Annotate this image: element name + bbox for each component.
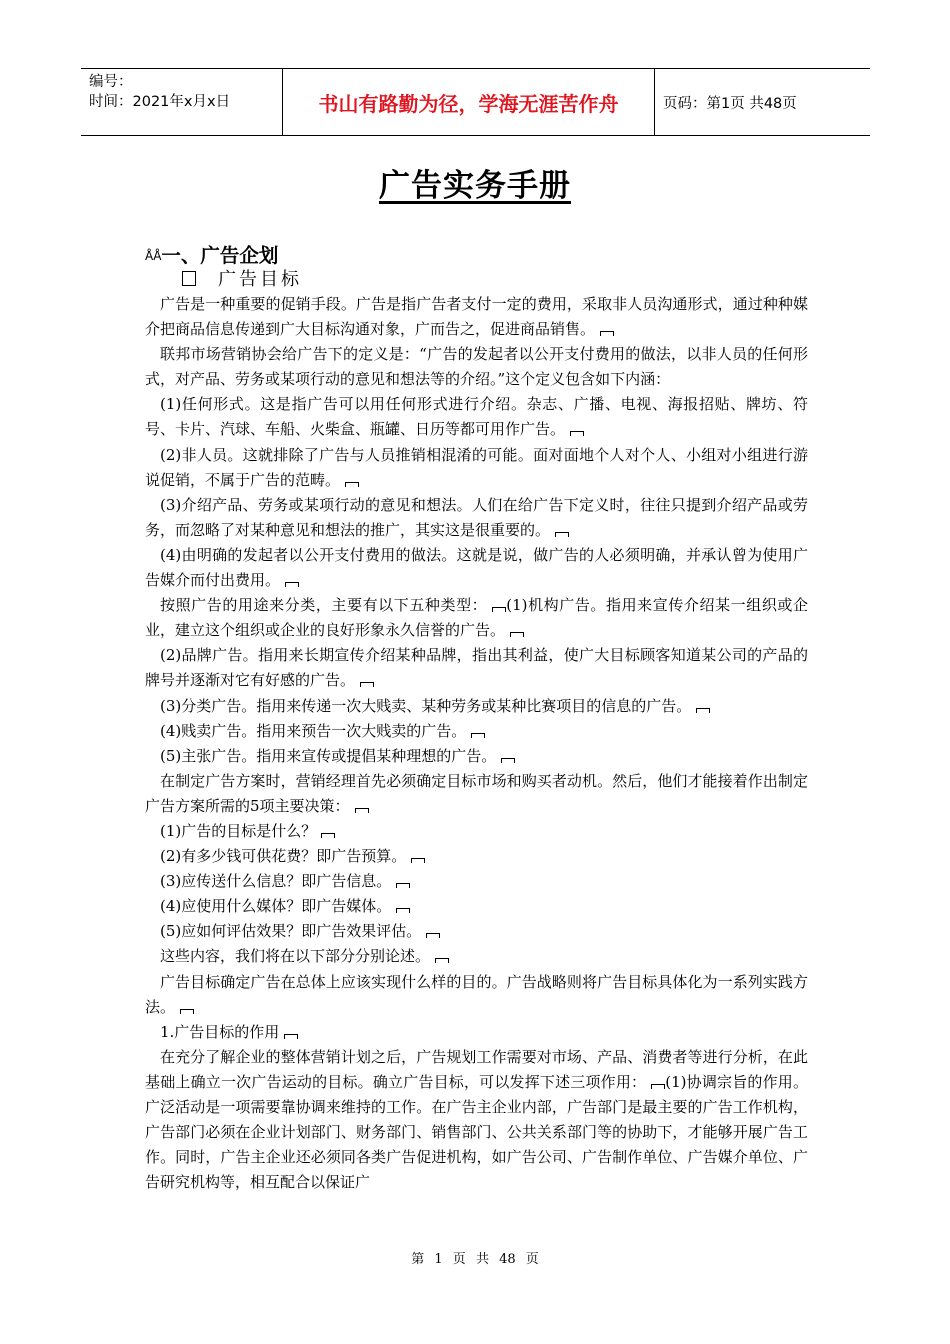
paragraph [145,292,808,342]
paragraph-text: (2)有多少钱可供花费？即广告预算。 [160,847,407,866]
section-heading [145,240,278,268]
paragraph-mark-icon [180,1009,194,1014]
paragraph-text: (3)介绍产品、劳务或某项行动的意见和想法。人们在给广告下定义时，往往只提到介绍产品或劳务，而忽略了对某种意见和想法的推广，其实这是很重要的。 [145,495,808,539]
section-marker: ÅÅ [145,249,162,263]
document-title: 广告实务手册 [379,168,571,204]
paragraph-text: 1.广告目标的作用 [160,1022,280,1041]
paragraph [145,342,808,392]
paragraph-text: (4)应使用什么媒体？即广告媒体。 [160,897,392,916]
paragraph [145,643,808,693]
document-body [145,292,808,1195]
paragraph [145,869,808,894]
footer-total-pages: 48 [499,1252,516,1267]
paragraph-mark-icon [492,607,506,612]
paragraph [145,1045,808,1196]
paragraph [145,543,808,593]
paragraph-mark-icon [471,733,485,738]
paragraph-text: (5)应如何评估效果？即广告效果评估。 [160,922,422,941]
header-table [81,68,870,136]
paragraph-mark-icon [696,708,710,713]
paragraph-mark-icon [396,883,410,888]
paragraph-mark-icon [600,331,614,336]
paragraph-mark-icon [360,682,374,687]
paragraph-mark-icon [555,532,569,537]
paragraph-text: 联邦市场营销协会给广告下的定义是：“广告的发起者以公开支付费用的做法，以非人员的任何形式，对产品、劳务或某项行动的意见和想法等的介绍。”这个定义包含如下内涵： [145,345,808,389]
paragraph-text: (2)非人员。这就排除了广告与人员推销相混淆的可能。面对面地个人对个人、小组对小组进行游说促销，不属于广告的范畴。 [145,445,808,489]
paragraph-mark-icon [651,1084,665,1089]
paragraph-text: 广告是一种重要的促销手段。广告是指广告者支付一定的费用，采取非人员沟通形式，通过种种媒介把商品信息传递到广大目标沟通对象，广而告之，促进商品销售。 [145,295,808,339]
paragraph-mark-icon [570,431,584,436]
number-label: 编号： [89,74,133,90]
paragraph [145,593,808,643]
header-motto: 书山有路勤为径，学海无涯苦作舟 [283,69,655,135]
paragraph [145,744,808,769]
paragraph-text: (1)任何形式。这是指广告可以用任何形式进行介绍。杂志、广播、电视、海报招贴、牌坊、符号、卡片、汽球、车船、火柴盒、瓶罐、日历等都可用作广告。 [145,395,808,439]
paragraph-text: (3)分类广告。指用来传递一次大贱卖、某种劳务或某种比赛项目的信息的广告。 [160,696,692,715]
paragraph [145,919,808,944]
paragraph-mark-icon [426,933,440,938]
paragraph [145,970,808,1020]
paragraph [145,819,808,844]
paragraph-mark-icon [285,582,299,587]
paragraph-mark-icon [321,833,335,838]
paragraph [145,392,808,442]
footer-page-label: 第 [411,1252,425,1267]
paragraph [145,1020,808,1045]
paragraph [145,894,808,919]
footer-total-label: 共 [475,1252,489,1267]
paragraph-text: 在充分了解企业的整体营销计划之后，广告规划工作需要对市场、产品、消费者等进行分析，在此基础上确立一次广告运动的目标。确立广告目标，可以发挥下述三项作用： [145,1047,808,1091]
paragraph [145,944,808,969]
paragraph-text: (2)品牌广告。指用来长期宣传介绍某种品牌，指出其利益，使广大目标顾客知道某公司的产品的牌号并逐渐对它有好感的广告。 [145,646,808,690]
paragraph-mark-icon [501,758,515,763]
paragraph-text: (4)由明确的发起者以公开支付费用的做法。这就是说，做广告的人必须明确，并承认曾为使用广告媒介而付出费用。 [145,545,808,590]
paragraph-text: (4)贱卖广告。指用来预告一次大贱卖的广告。 [160,721,467,740]
paragraph-mark-icon [411,858,425,863]
paragraph-text: (5)主张广告。指用来宣传或提倡某种理想的广告。 [160,746,497,765]
subsection-heading [182,265,302,291]
header-page-info: 页码：第1页 共48页 [663,95,797,112]
paragraph [145,443,808,493]
paragraph-mark-icon [510,632,524,637]
paragraph-mark-icon [355,808,369,813]
paragraph-text: (3)应传送什么信息？即广告信息。 [160,872,392,891]
paragraph-text: 这些内容，我们将在以下部分分别论述。 [160,947,431,966]
subsection-heading-text: 广告目标 [218,269,302,290]
paragraph-text: 广告目标确定广告在总体上应该实现什么样的目的。广告战略则将广告目标具体化为一系列实践方法。 [145,972,808,1016]
paragraph [145,493,808,543]
footer-page-unit: 页 [452,1252,466,1267]
paragraph-mark-icon [435,958,449,963]
paragraph-text-continued: (1)机构广告。指用来宣传介绍某一组织或企业，建立这个组织或企业的良好形象永久信誉的广告。 [145,596,808,640]
footer-page-number: 1 [434,1252,443,1267]
paragraph-text: (1)广告的目标是什么？ [160,821,317,840]
paragraph [145,719,808,744]
page-footer [0,1248,950,1267]
paragraph [145,769,808,819]
time-label: 时间：2021年x月x日 [89,94,231,110]
footer-total-unit: 页 [525,1252,539,1267]
section-heading-text: 一、广告企划 [161,244,279,267]
paragraph [145,844,808,869]
header-meta [81,69,283,135]
paragraph-mark-icon [345,482,359,487]
paragraph-text: 在制定广告方案时，营销经理首先必须确定目标市场和购买者动机。然后，他们才能接着作出制定广告方案所需的5项主要决策： [145,771,808,815]
paragraph-mark-icon [396,908,410,913]
paragraph-text-continued: (1)协调宗旨的作用。广泛活动是一项需要靠协调来维持的工作。在广告主企业内部，广告部门是最主要的广告工作机构，广告部门必须在企业计划部门、财务部门、销售部门、公共关系部门等的协助下，才能够开展广告工作。同时，广告主企业还必须同各类广告促进机构，如广告公司、广告制作单位、广告媒介单位、广告研究机构等，相互配合以保证广 [145,1072,808,1192]
paragraph-text: 按照广告的用途来分类，主要有以下五种类型： [160,596,488,615]
paragraph-mark-icon [284,1034,298,1039]
paragraph [145,694,808,719]
checkbox-square-icon [182,271,196,286]
